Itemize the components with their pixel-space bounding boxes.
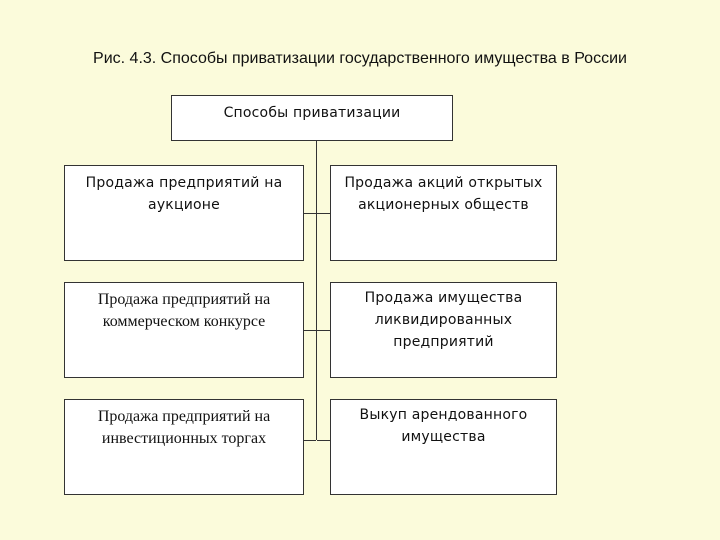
left-node-1 <box>64 165 304 261</box>
right-node-1 <box>330 165 557 261</box>
right-node-3 <box>330 399 557 495</box>
root-node <box>171 95 453 141</box>
connector-right-2 <box>317 330 330 331</box>
figure-caption: Рис. 4.3. Способы приватизации государственного имущества в России <box>93 50 627 67</box>
left-node-3 <box>64 399 304 495</box>
right-node-3-line1: Выкуп арендованного <box>359 407 528 423</box>
left-node-2-line1: Продажа предприятий на <box>97 291 271 308</box>
connector-right-1 <box>317 213 330 214</box>
connector-left-2 <box>304 330 316 331</box>
right-node-2-line3: предприятий <box>393 334 494 350</box>
root-node-label: Способы приватизации <box>223 105 401 121</box>
connector-left-1 <box>304 213 316 214</box>
connector-right-3 <box>317 440 330 441</box>
right-node-1-line2: акционерных обществ <box>358 197 529 213</box>
left-node-3-line2: инвестиционных торгах <box>101 430 267 447</box>
connector-left-3 <box>304 440 316 441</box>
left-node-2-line2: коммерческом конкурсе <box>102 313 266 330</box>
right-node-1-line1: Продажа акций открытых <box>344 175 543 191</box>
left-node-1-line2: аукционе <box>148 197 220 213</box>
right-node-2-line2: ликвидированных <box>374 312 513 328</box>
trunk-connector <box>316 141 317 440</box>
left-node-2 <box>64 282 304 378</box>
right-node-2 <box>330 282 557 378</box>
right-node-3-line2: имущества <box>401 429 486 445</box>
left-node-1-line1: Продажа предприятий на <box>85 175 283 191</box>
left-node-3-line1: Продажа предприятий на <box>97 408 271 425</box>
right-node-2-line1: Продажа имущества <box>364 290 523 306</box>
